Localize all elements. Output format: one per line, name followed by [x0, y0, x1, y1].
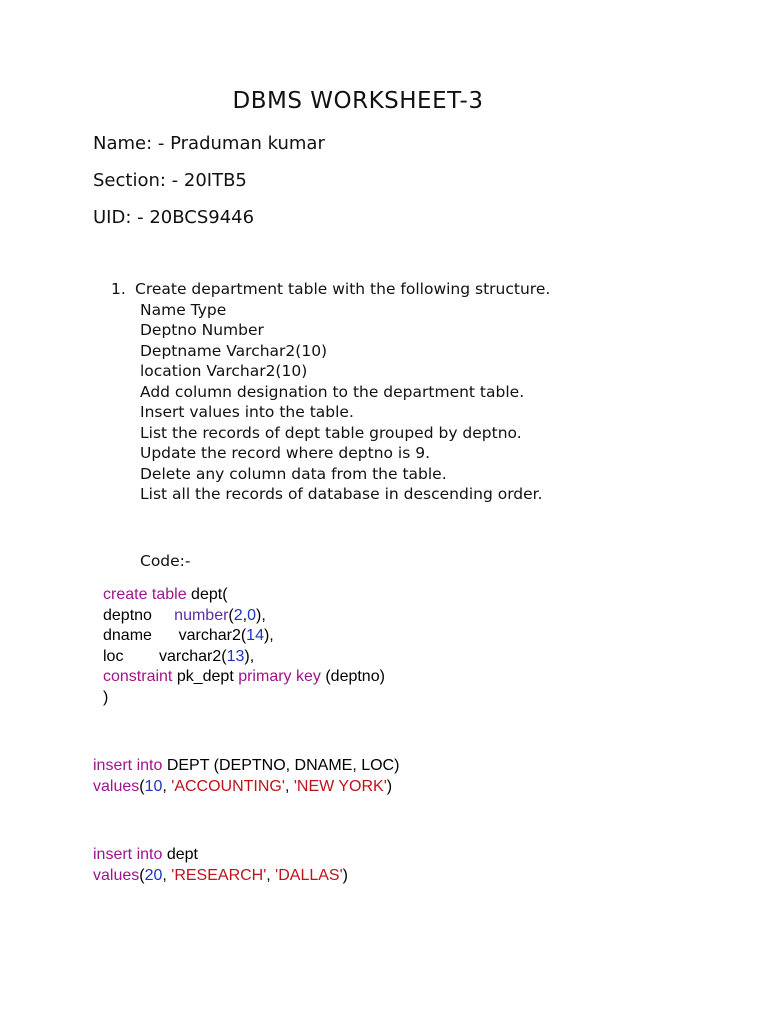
question-1 — [111, 279, 550, 505]
insert-research-code — [93, 845, 348, 886]
code-line: ) — [103, 688, 109, 706]
sql-number: 10 — [144, 777, 163, 795]
sql-keyword: values — [93, 777, 140, 795]
code-line: values(10, 'ACCOUNTING', 'NEW YORK') — [93, 777, 393, 795]
sql-string: 'DALLAS' — [275, 866, 343, 884]
sql-keyword: values — [93, 866, 140, 884]
column-name: dname — [103, 627, 152, 644]
column-name: loc — [103, 647, 124, 665]
code-line: loc varchar2(13), — [103, 647, 255, 665]
sql-number: 14 — [246, 627, 264, 644]
sql-number: 20 — [144, 866, 163, 884]
question-number: 1. — [111, 280, 126, 298]
question-line: Update the record where deptno is 9. — [140, 444, 431, 462]
code-line: deptno number(2,0), — [103, 606, 266, 624]
sql-text: (deptno) — [320, 668, 385, 685]
code-label: Code:- — [140, 552, 191, 570]
question-line: Add column designation to the department table. — [140, 382, 525, 401]
sql-string: 'NEW YORK' — [293, 777, 387, 795]
sql-string: 'ACCOUNTING' — [171, 777, 285, 795]
question-line: Name Type — [140, 300, 227, 319]
sql-keyword: constraint — [103, 668, 173, 685]
question-line: location Varchar2(10) — [140, 362, 308, 380]
code-line — [93, 845, 348, 866]
question-line: List the records of dept table grouped by deptno. — [140, 423, 522, 442]
insert-accounting-code — [93, 756, 399, 797]
sql-number: 13 — [226, 647, 245, 665]
student-name: Name: - Praduman kumar — [93, 133, 325, 154]
student-section: Section: - 20ITB5 — [93, 170, 247, 191]
code-line — [103, 585, 385, 606]
sql-text: dept — [162, 846, 198, 863]
sql-type: varchar2 — [159, 647, 222, 665]
worksheet-title: DBMS WORKSHEET-3 — [232, 88, 484, 114]
sql-keyword: insert into — [93, 757, 163, 774]
sql-text: pk_dept — [172, 668, 239, 685]
question-details — [140, 300, 550, 505]
student-uid: UID: - 20BCS9446 — [93, 207, 255, 228]
question-line: Deptno Number — [140, 321, 264, 339]
code-line: dname varchar2(14), — [103, 627, 274, 644]
code-line — [93, 756, 399, 777]
sql-keyword: insert into — [93, 846, 163, 863]
sql-keyword: primary key — [238, 668, 321, 685]
sql-number: 0 — [247, 606, 257, 624]
sql-keyword: create table — [103, 586, 187, 603]
question-line: Delete any column data from the table. — [140, 464, 447, 483]
sql-number: 2 — [233, 606, 243, 624]
sql-type: number — [174, 606, 229, 624]
question-line: Deptname Varchar2(10) — [140, 341, 328, 360]
code-line: values(20, 'RESEARCH', 'DALLAS') — [93, 866, 348, 884]
code-line — [103, 667, 385, 688]
question-first-line — [111, 279, 550, 300]
sql-string: 'RESEARCH' — [171, 866, 267, 884]
question-text: Create department table with the following structure. — [135, 280, 551, 298]
question-line: List all the records of database in descending order. — [140, 485, 543, 503]
column-name: deptno — [103, 606, 152, 624]
create-table-code — [103, 585, 385, 708]
sql-type: varchar2 — [178, 627, 241, 644]
sql-text: dept( — [186, 586, 228, 603]
sql-text: DEPT (DEPTNO, DNAME, LOC) — [162, 757, 400, 774]
question-line: Insert values into the table. — [140, 403, 354, 421]
